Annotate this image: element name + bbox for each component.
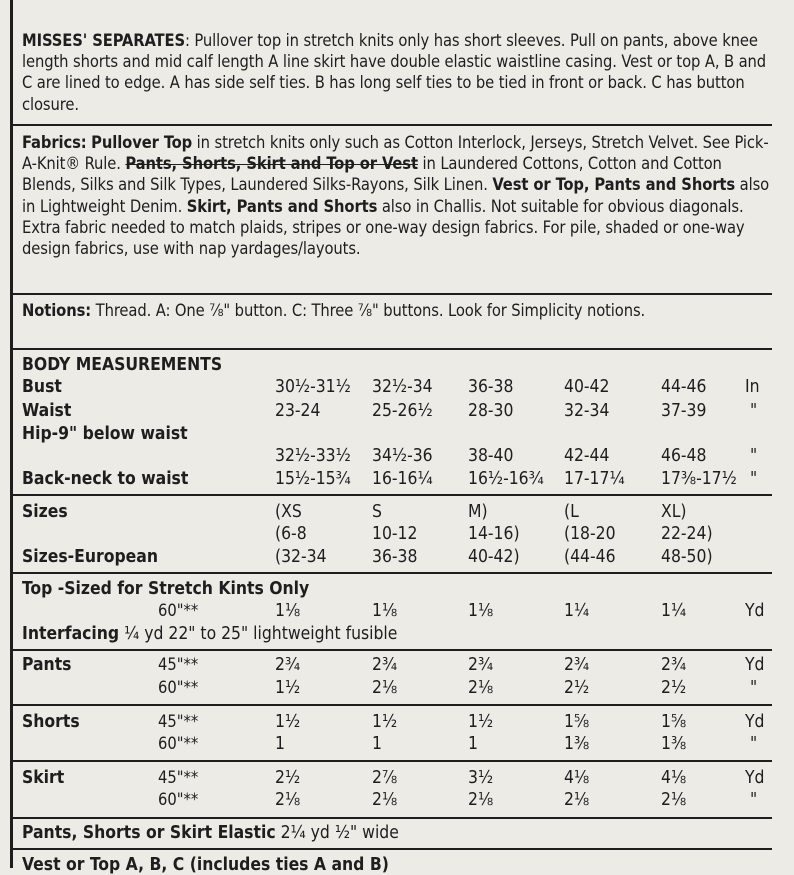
size-number-xl: 22-24) <box>661 524 713 544</box>
shorts-45-s: 1½ <box>372 712 398 732</box>
back-neck-label: Back-neck to waist <box>22 469 189 489</box>
size-eu-l: (44-46 <box>564 547 616 567</box>
skirt-width-60: 60"** <box>158 790 199 809</box>
size-letter-xs: (XS <box>275 502 302 522</box>
bust-l: 40-42 <box>564 377 610 397</box>
hip-xs: 32½-33½ <box>275 446 351 466</box>
skirt-60-unit: " <box>750 790 758 810</box>
divider <box>13 649 772 651</box>
bust-unit: In <box>745 377 760 397</box>
size-number-s: 10-12 <box>372 524 418 544</box>
shorts-60-unit: " <box>750 734 758 754</box>
pants-60-s: 2⅛ <box>372 678 398 698</box>
pants-label: Pants <box>22 655 72 675</box>
skirt-45-xl: 4⅛ <box>661 768 687 788</box>
pants-60-xs: 1½ <box>275 678 301 698</box>
top-xl: 1¼ <box>661 601 687 621</box>
notions-text: Thread. A: One ⅞" button. C: Three ⅞" buttons. Look for Simplicity notions. <box>91 301 646 320</box>
misses-separates-heading: MISSES' SEPARATES <box>22 31 185 50</box>
pants-45-xl: 2¾ <box>661 655 687 675</box>
divider <box>13 494 772 496</box>
fabrics-text-3: also in Lightweight Denim. <box>22 175 770 216</box>
size-letter-xl: XL) <box>661 502 687 522</box>
skirt-60-xl: 2⅛ <box>661 790 687 810</box>
pants-width-60: 60"** <box>158 678 199 697</box>
notions-section <box>22 300 780 321</box>
sizes-label: Sizes <box>22 502 68 522</box>
top-unit: Yd <box>745 601 765 621</box>
pants-45-m: 2¾ <box>468 655 494 675</box>
shorts-45-unit: Yd <box>745 712 765 732</box>
divider <box>13 348 772 350</box>
hip-l: 42-44 <box>564 446 610 466</box>
pants-45-xs: 2¾ <box>275 655 301 675</box>
top-xs: 1⅛ <box>275 601 301 621</box>
shorts-width-60: 60"** <box>158 734 199 753</box>
fabrics-text-1: in stretch knits only such as Cotton Interlock, Jerseys, Stretch Velvet. See Pick-A-Knit® Rule. <box>22 133 769 174</box>
skirt-width-45: 45"** <box>158 768 199 787</box>
skirt-45-l: 4⅛ <box>564 768 590 788</box>
elastic-line <box>22 823 399 843</box>
size-eu-xs: (32-34 <box>275 547 327 567</box>
interfacing-line <box>22 624 397 644</box>
divider <box>13 704 772 706</box>
waist-l: 32-34 <box>564 401 610 421</box>
pants-45-l: 2¾ <box>564 655 590 675</box>
skirt-45-unit: Yd <box>745 768 765 788</box>
shorts-width-45: 45"** <box>158 712 199 731</box>
pants-width-45: 45"** <box>158 655 199 674</box>
hip-s: 34½-36 <box>372 446 433 466</box>
elastic-text: 2¼ yd ½" wide <box>280 823 399 843</box>
pants-60-unit: " <box>750 678 758 698</box>
divider <box>13 848 772 850</box>
misses-separates-text: : Pullover top in stretch knits only has short sleeves. Pull on pants, above knee length shorts and mid calf length A line skirt have double elastic waistline casing. Vest or top A, B and C are lined to edge. A has side self ties. B has long self ties to be tied in front or back. C has button closure. <box>22 31 767 114</box>
size-number-m: 14-16) <box>468 524 520 544</box>
top-s: 1⅛ <box>372 601 398 621</box>
back-neck-xs: 15½-15¾ <box>275 469 351 489</box>
fabrics-bold-3: Vest or Top, Pants and Shorts <box>492 175 736 195</box>
size-eu-m: 40-42) <box>468 547 520 567</box>
back-neck-l: 17-17¼ <box>564 469 625 489</box>
hip-m: 38-40 <box>468 446 514 466</box>
fabrics-bold-1: Pullover Top <box>91 133 193 152</box>
hip-label: Hip-9" below waist <box>22 424 188 444</box>
size-number-xs: (6-8 <box>275 524 307 544</box>
pants-60-m: 2⅛ <box>468 678 494 698</box>
top-width-60: 60"** <box>158 601 199 620</box>
top-label: Top -Sized for Stretch Kints Only <box>22 579 310 599</box>
waist-label: Waist <box>22 401 72 421</box>
fabrics-text-2: in Laundered Cottons, Cotton and Cotton Blends, Silks and Silk Types, Laundered Silks-Rayons, Silk Linen. <box>22 154 722 195</box>
divider <box>13 572 772 574</box>
back-neck-unit: " <box>750 469 758 489</box>
shorts-60-m: 1 <box>468 734 478 754</box>
skirt-45-s: 2⅞ <box>372 768 398 788</box>
vest-label: Vest or Top A, B, C (includes ties A and B) <box>22 855 389 875</box>
shorts-45-m: 1½ <box>468 712 494 732</box>
skirt-60-l: 2⅛ <box>564 790 590 810</box>
sizes-european-label: Sizes-European <box>22 547 158 567</box>
hip-unit: " <box>750 446 758 466</box>
waist-unit: " <box>750 401 758 421</box>
waist-xs: 23-24 <box>275 401 321 421</box>
interfacing-text: ¼ yd 22" to 25" lightweight fusible <box>124 624 398 644</box>
elastic-label: Pants, Shorts or Skirt Elastic <box>22 823 276 843</box>
waist-s: 25-26½ <box>372 401 433 421</box>
pants-45-s: 2¾ <box>372 655 398 675</box>
shorts-60-l: 1⅜ <box>564 734 590 754</box>
left-border-line <box>10 0 13 868</box>
top-m: 1⅛ <box>468 601 494 621</box>
body-measurements-title: BODY MEASUREMENTS <box>22 355 223 375</box>
size-eu-xl: 48-50) <box>661 547 713 567</box>
shorts-60-xs: 1 <box>275 734 285 754</box>
back-neck-s: 16-16¼ <box>372 469 433 489</box>
waist-xl: 37-39 <box>661 401 707 421</box>
pants-60-l: 2½ <box>564 678 590 698</box>
hip-xl: 46-48 <box>661 446 707 466</box>
fabrics-bold-4: Skirt, Pants and Shorts <box>186 196 378 216</box>
waist-m: 28-30 <box>468 401 514 421</box>
skirt-45-m: 3½ <box>468 768 494 788</box>
bust-m: 36-38 <box>468 377 514 397</box>
size-letter-l: (L <box>564 502 579 522</box>
divider <box>13 293 772 295</box>
shorts-45-xs: 1½ <box>275 712 301 732</box>
fabrics-bold-2: Pants, Shorts, Skirt and Top or Vest <box>125 154 418 174</box>
skirt-60-s: 2⅛ <box>372 790 398 810</box>
notions-label: Notions: <box>22 301 92 320</box>
skirt-45-xs: 2½ <box>275 768 301 788</box>
shorts-label: Shorts <box>22 712 80 732</box>
fabrics-section <box>22 132 780 259</box>
size-letter-s: S <box>372 502 382 522</box>
divider <box>13 817 772 819</box>
skirt-label: Skirt <box>22 768 65 788</box>
size-number-l: (18-20 <box>564 524 616 544</box>
fabrics-label: Fabrics: <box>22 133 87 152</box>
divider <box>13 124 772 126</box>
bust-xl: 44-46 <box>661 377 707 397</box>
shorts-45-l: 1⅝ <box>564 712 590 732</box>
pants-45-unit: Yd <box>745 655 765 675</box>
bust-label: Bust <box>22 377 62 397</box>
top-l: 1¼ <box>564 601 590 621</box>
size-letter-m: M) <box>468 502 488 522</box>
bust-xs: 30½-31½ <box>275 377 351 397</box>
skirt-60-m: 2⅛ <box>468 790 494 810</box>
shorts-60-xl: 1⅜ <box>661 734 687 754</box>
size-eu-s: 36-38 <box>372 547 418 567</box>
interfacing-label: Interfacing <box>22 624 120 644</box>
back-neck-m: 16½-16¾ <box>468 469 544 489</box>
fabrics-text-4: also in Challis. Not suitable for obvious diagonals. Extra fabric needed to match plaids, stripes or one-way design fabrics. For pile, shaded or one-way design fabrics, use with nap yardages/layouts. <box>22 196 745 259</box>
bust-s: 32½-34 <box>372 377 433 397</box>
misses-separates-description <box>22 30 780 115</box>
pants-60-xl: 2½ <box>661 678 687 698</box>
skirt-60-xs: 2⅛ <box>275 790 301 810</box>
shorts-45-xl: 1⅝ <box>661 712 687 732</box>
divider <box>13 760 772 762</box>
shorts-60-s: 1 <box>372 734 382 754</box>
back-neck-xl: 17⅜-17½ <box>661 469 737 489</box>
